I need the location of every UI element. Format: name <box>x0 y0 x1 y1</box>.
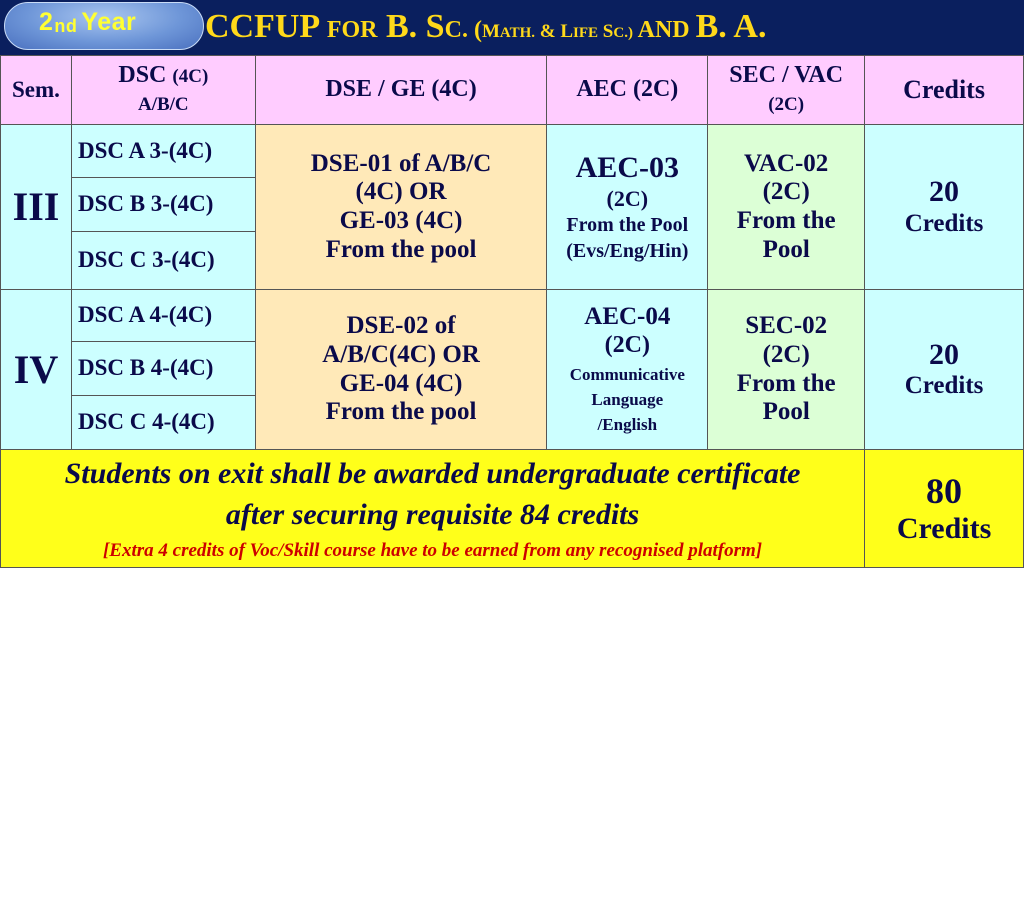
col-header-credits: Credits <box>865 56 1024 125</box>
sec-vac-cell: SEC-02 (2C) From the Pool <box>708 290 865 450</box>
semester-row <box>1 125 1024 178</box>
sec-vac-cell: VAC-02 (2C) From the Pool <box>708 125 865 290</box>
year-badge <box>4 2 204 50</box>
col-header-dse-ge: DSE / GE (4C) <box>255 56 547 125</box>
dsc-cell: DSC B 4-(4C) <box>71 342 255 396</box>
title-bar <box>0 0 1024 55</box>
col-header-sec-vac: SEC / VAC (2C) <box>708 56 865 125</box>
col-header-dsc: DSC (4C) A/B/C <box>71 56 255 125</box>
aec-cell: AEC-04 (2C) Communicative Language /English <box>547 290 708 450</box>
dsc-cell: DSC A 3-(4C) <box>71 125 255 178</box>
exit-note-line: after securing requisite 84 credits <box>225 497 640 531</box>
dse-ge-cell: DSE-01 of A/B/C (4C) OR GE-03 (4C) From the pool <box>255 125 547 290</box>
total-credits: 80 Credits <box>865 450 1024 568</box>
aec-cell: AEC-03 (2C) From the Pool (Evs/Eng/Hin) <box>547 125 708 290</box>
page-title: CCFUP FOR B. SC. (MATH. & LIFE SC.) AND B. A. <box>205 8 767 45</box>
exit-note-line: Students on exit shall be awarded undergraduate certificate <box>64 456 801 490</box>
year-badge-text: 2nd Year <box>39 8 137 36</box>
footer-row <box>1 450 1024 568</box>
col-header-aec: AEC (2C) <box>547 56 708 125</box>
credit-structure-table <box>0 55 1024 568</box>
semester-credits: 20 Credits <box>865 290 1024 450</box>
dsc-cell: DSC A 4-(4C) <box>71 290 255 342</box>
semester-label: III <box>1 125 72 290</box>
semester-credits: 20 Credits <box>865 125 1024 290</box>
exit-note <box>1 450 865 568</box>
dsc-cell: DSC C 4-(4C) <box>71 396 255 450</box>
semester-label: IV <box>1 290 72 450</box>
dsc-cell: DSC B 3-(4C) <box>71 178 255 232</box>
dsc-cell: DSC C 3-(4C) <box>71 232 255 290</box>
dse-ge-cell: DSE-02 of A/B/C(4C) OR GE-04 (4C) From the pool <box>255 290 547 450</box>
semester-row <box>1 290 1024 342</box>
extra-credits-note: [Extra 4 credits of Voc/Skill course have to be earned from any recognised platform] <box>102 539 763 561</box>
col-header-sem: Sem. <box>1 56 72 125</box>
header-row <box>1 56 1024 125</box>
